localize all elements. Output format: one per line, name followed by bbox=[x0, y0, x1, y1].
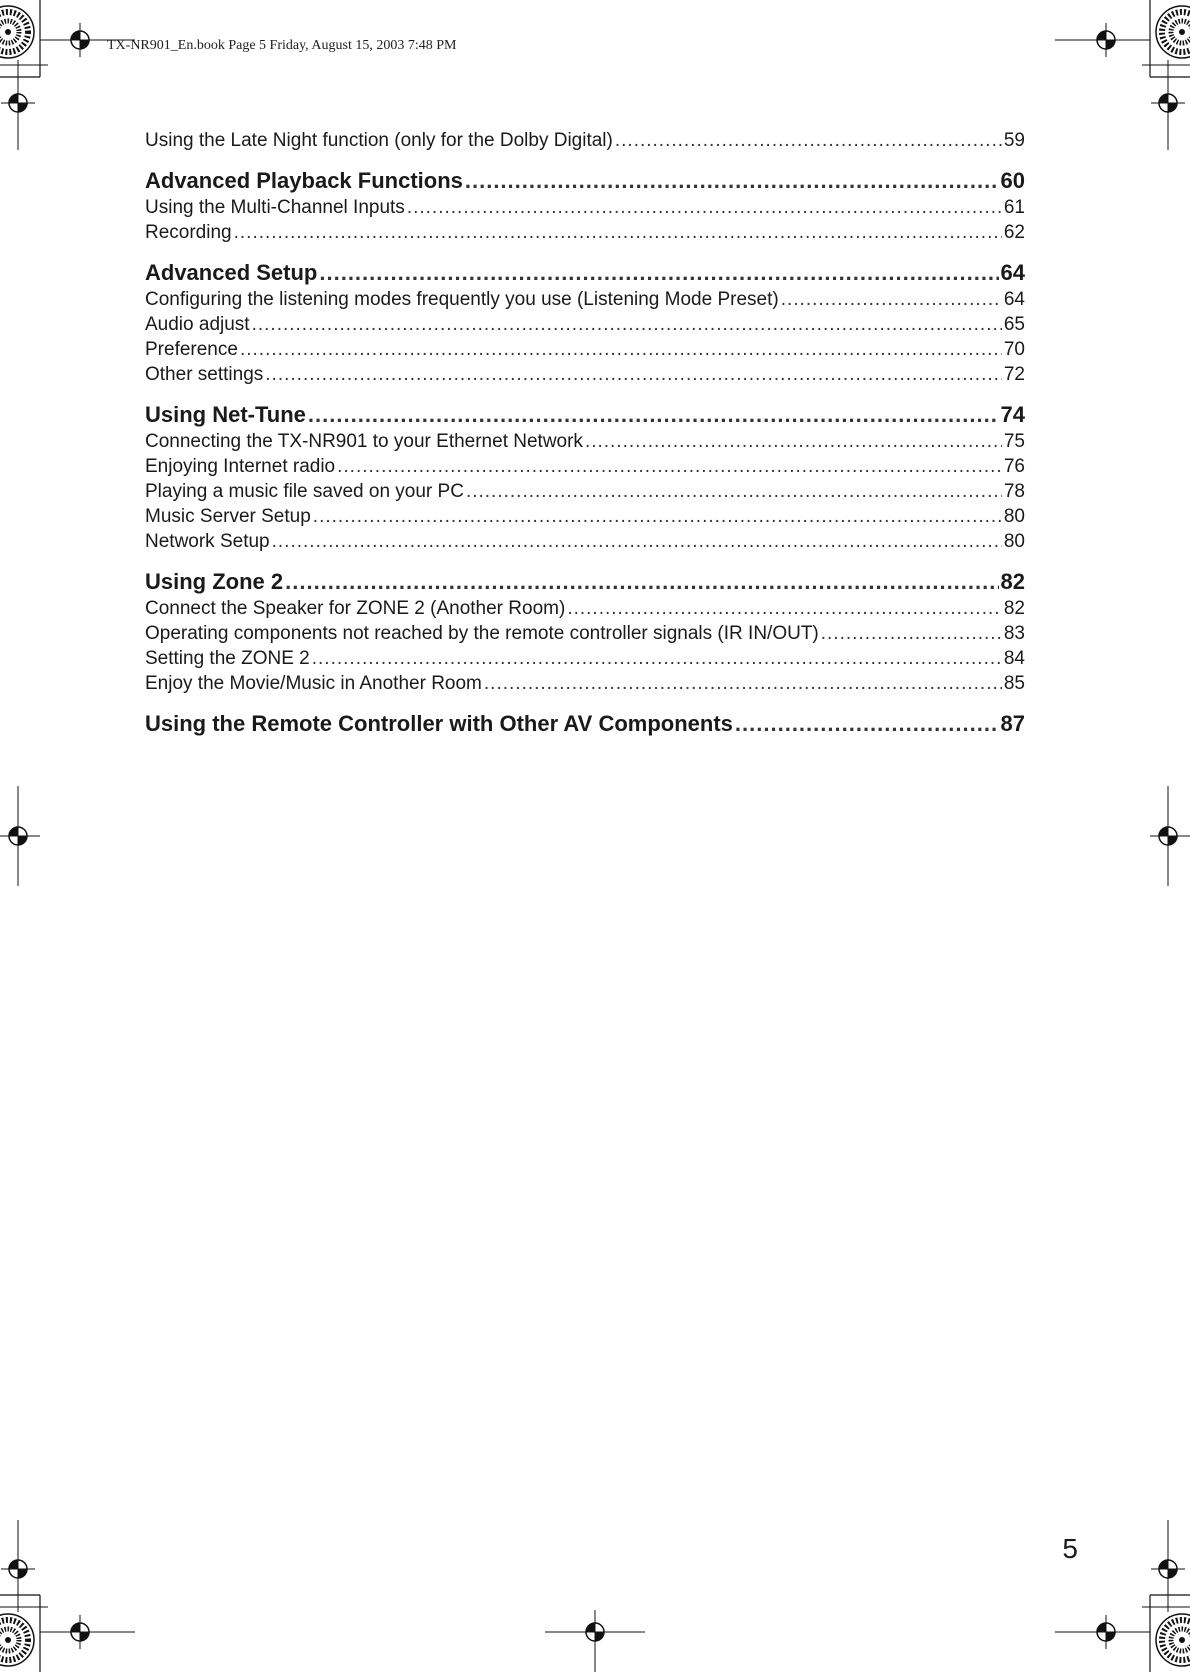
toc-entry[interactable] bbox=[145, 128, 1025, 153]
dot-leader bbox=[567, 596, 1002, 621]
toc-entry-title: Enjoy the Movie/Music in Another Room bbox=[145, 673, 482, 694]
toc-entry[interactable] bbox=[145, 504, 1025, 529]
toc-entry-page: 83 bbox=[1003, 623, 1025, 644]
dot-leader bbox=[585, 429, 1002, 454]
dot-leader bbox=[313, 504, 1002, 529]
toc-entry[interactable] bbox=[145, 479, 1025, 504]
page-number: 5 bbox=[1062, 1533, 1078, 1564]
dot-leader bbox=[265, 362, 1002, 387]
dot-leader bbox=[337, 454, 1002, 479]
dot-leader bbox=[821, 621, 1002, 646]
toc-section-entry[interactable] bbox=[145, 710, 1025, 738]
dot-leader bbox=[308, 401, 999, 429]
dot-leader bbox=[234, 220, 1002, 245]
toc-entry-page: 76 bbox=[1003, 456, 1025, 477]
toc-entry-title: Using the Late Night function (only for the Dolby Digital) bbox=[145, 130, 613, 151]
sunburst-mark-icon bbox=[1156, 6, 1190, 58]
dot-leader bbox=[252, 312, 1002, 337]
toc-entry[interactable] bbox=[145, 454, 1025, 479]
table-of-contents bbox=[145, 128, 1025, 738]
toc-entry-page: 59 bbox=[1003, 130, 1025, 151]
toc-entry-page: 72 bbox=[1003, 364, 1025, 385]
toc-entry[interactable] bbox=[145, 429, 1025, 454]
registration-mark-icon bbox=[63, 23, 97, 57]
toc-entry[interactable] bbox=[145, 312, 1025, 337]
toc-entry-title: Setting the ZONE 2 bbox=[145, 648, 310, 669]
toc-entry-page: 65 bbox=[1003, 314, 1025, 335]
toc-entry-page: 84 bbox=[1003, 648, 1025, 669]
dot-leader bbox=[465, 167, 999, 195]
dot-leader bbox=[407, 195, 1002, 220]
toc-section-page: 74 bbox=[1000, 402, 1025, 427]
toc-entry-page: 64 bbox=[1003, 289, 1025, 310]
toc-section-page: 60 bbox=[1000, 168, 1025, 193]
toc-entry[interactable] bbox=[145, 362, 1025, 387]
toc-entry[interactable] bbox=[145, 621, 1025, 646]
toc-entry-title: Network Setup bbox=[145, 531, 270, 552]
dot-leader bbox=[781, 287, 1002, 312]
toc-section-entry[interactable] bbox=[145, 401, 1025, 429]
toc-entry[interactable] bbox=[145, 529, 1025, 554]
sunburst-mark-icon bbox=[0, 1614, 34, 1666]
toc-entry[interactable] bbox=[145, 596, 1025, 621]
sunburst-mark-icon bbox=[0, 6, 34, 58]
toc-section-title: Using the Remote Controller with Other AV Components bbox=[145, 711, 733, 736]
toc-entry[interactable] bbox=[145, 287, 1025, 312]
registration-mark-icon bbox=[63, 1615, 97, 1649]
toc-section-page: 87 bbox=[1000, 711, 1025, 736]
registration-mark-icon bbox=[1089, 1615, 1123, 1649]
dot-leader bbox=[240, 337, 1002, 362]
toc-entry-page: 62 bbox=[1003, 222, 1025, 243]
toc-entry-title: Using the Multi-Channel Inputs bbox=[145, 197, 405, 218]
toc-entry[interactable] bbox=[145, 646, 1025, 671]
toc-section-entry[interactable] bbox=[145, 568, 1025, 596]
registration-mark-icon bbox=[1, 1552, 35, 1586]
toc-entry-page: 75 bbox=[1003, 431, 1025, 452]
toc-entry-title: Music Server Setup bbox=[145, 506, 311, 527]
toc-entry[interactable] bbox=[145, 671, 1025, 696]
dot-leader bbox=[285, 568, 998, 596]
toc-entry-page: 80 bbox=[1003, 506, 1025, 527]
book-info-header: TX-NR901_En.book Page 5 Friday, August 15, 2003 7:48 PM bbox=[107, 38, 457, 53]
dot-leader bbox=[272, 529, 1002, 554]
toc-entry-title: Connecting the TX-NR901 to your Ethernet Network bbox=[145, 431, 583, 452]
dot-leader bbox=[319, 259, 998, 287]
toc-section-page: 64 bbox=[1000, 260, 1025, 285]
toc-section-title: Using Net-Tune bbox=[145, 402, 306, 427]
toc-section-entry[interactable] bbox=[145, 259, 1025, 287]
dot-leader bbox=[615, 128, 1002, 153]
toc-entry-title: Other settings bbox=[145, 364, 264, 385]
sunburst-mark-icon bbox=[1156, 1614, 1190, 1666]
toc-entry-page: 61 bbox=[1003, 197, 1025, 218]
dot-leader bbox=[735, 710, 999, 738]
toc-entry[interactable] bbox=[145, 195, 1025, 220]
registration-mark-icon bbox=[1151, 86, 1185, 120]
registration-mark-icon bbox=[1089, 23, 1123, 57]
dot-leader bbox=[484, 671, 1002, 696]
toc-entry-title: Audio adjust bbox=[145, 314, 250, 335]
toc-entry[interactable] bbox=[145, 220, 1025, 245]
registration-mark-icon bbox=[1151, 1552, 1185, 1586]
toc-section-title: Advanced Setup bbox=[145, 260, 318, 285]
toc-entry-title: Recording bbox=[145, 222, 232, 243]
toc-entry-title: Preference bbox=[145, 339, 238, 360]
registration-mark-icon bbox=[1, 86, 35, 120]
registration-mark-icon bbox=[578, 1615, 612, 1649]
dot-leader bbox=[312, 646, 1002, 671]
toc-entry-page: 70 bbox=[1003, 339, 1025, 360]
toc-entry-title: Operating components not reached by the remote controller signals (IR IN/OUT) bbox=[145, 623, 819, 644]
toc-section-title: Advanced Playback Functions bbox=[145, 168, 463, 193]
toc-entry-page: 82 bbox=[1003, 598, 1025, 619]
registration-mark-icon bbox=[1151, 819, 1185, 853]
toc-entry-page: 85 bbox=[1003, 673, 1025, 694]
toc-entry-page: 80 bbox=[1003, 531, 1025, 552]
toc-entry-page: 78 bbox=[1003, 481, 1025, 502]
toc-entry[interactable] bbox=[145, 337, 1025, 362]
toc-section-entry[interactable] bbox=[145, 167, 1025, 195]
toc-entry-title: Configuring the listening modes frequently you use (Listening Mode Preset) bbox=[145, 289, 779, 310]
toc-entry-title: Connect the Speaker for ZONE 2 (Another Room) bbox=[145, 598, 566, 619]
registration-mark-icon bbox=[1, 819, 35, 853]
toc-entry-title: Enjoying Internet radio bbox=[145, 456, 336, 477]
toc-section-page: 82 bbox=[1000, 569, 1025, 594]
dot-leader bbox=[466, 479, 1002, 504]
toc-entry-title: Playing a music file saved on your PC bbox=[145, 481, 464, 502]
toc-section-title: Using Zone 2 bbox=[145, 569, 284, 594]
